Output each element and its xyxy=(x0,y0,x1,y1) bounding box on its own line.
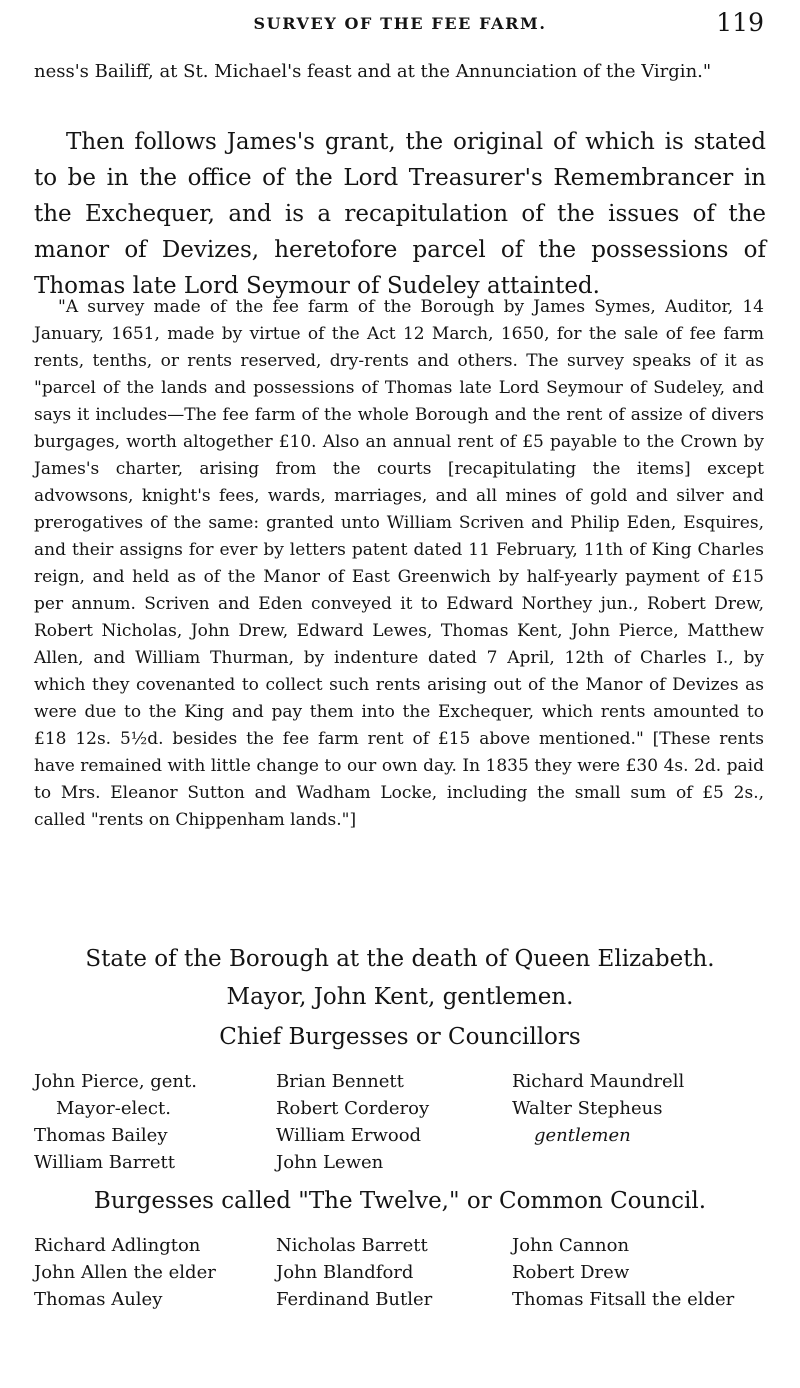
name-entry: John Allen the elder xyxy=(34,1262,216,1283)
name-entry: Brian Bennett xyxy=(276,1071,404,1092)
name-entry: Robert Drew xyxy=(512,1262,630,1283)
names-column xyxy=(512,1068,752,1149)
names-column xyxy=(34,1068,274,1176)
names-column xyxy=(34,1232,274,1313)
heading-chief-burgesses: Chief Burgesses or Councillors xyxy=(219,1024,581,1050)
running-head: SURVEY OF THE FEE FARM. xyxy=(253,14,547,33)
name-entry: John Pierce, gent. xyxy=(34,1071,197,1092)
heading-common-council: Burgesses called "The Twelve," or Common Council. xyxy=(93,1188,707,1214)
name-entry-note: gentlemen xyxy=(534,1125,631,1146)
main-paragraph: Then follows James's grant, the original of which is stated to be in the office of the Lord Treasurer's Remembrancer in the Exchequer, and is a recapitulation of the issues of the manor of Devizes, heretofore parcel of the possessions of Thomas late Lord Seymour of Sudeley attainted. xyxy=(34,129,766,299)
name-entry: Thomas Bailey xyxy=(34,1125,168,1146)
names-column xyxy=(276,1068,516,1176)
name-entry: Robert Corderoy xyxy=(276,1098,430,1119)
name-entry: Walter Stepheus xyxy=(512,1098,663,1119)
survey-quotation: "A survey made of the fee farm of the Borough by James Symes, Auditor, 14 January, 1651, made by virtue of the Act 12 March, 1650, for the sale of fee farm rents, tenths, or rents reserved, dry-rents and others. The survey speaks of it as "parcel of the lands and possessions of Thomas late Lord Seymour of Sudeley, and says it includes—The fee farm of the whole Borough and the rent of assize of divers burgages, worth altogether £10. Also an annual rent of £5 payable to the Crown by James's charter, arising from the courts [recapitulating the items] except advowsons, knight's fees, wards, marriages, and all mines of gold and silver and prerogatives of the same: granted unto William Scriven and Philip Eden, Esquires, and their assigns for ever by letters patent dated 11 February, 11th of King Charles reign, and held as of the Manor of East Greenwich by half-yearly payment of £15 per annum. Scriven and Eden conveyed it to Edward Northey jun., Robert Drew, Robert Nicholas, John Drew, Edward Lewes, Thomas Kent, John Pierce, Matthew Allen, and William Thurman, by indenture dated 7 April, 12th of Charles I., by which they covenanted to collect such rents arising out of the Manor of Devizes as were due to the King and pay them into the Exchequer, which rents amounted to £18 12s. 5½d. besides the fee farm rent of £15 above mentioned." [These rents have remained with little change to our own day. In 1835 they were £30 4s. 2d. paid to Mrs. Eleanor Sutton and Wadham Locke, including the small sum of £5 2s., called "rents on Chippenham lands."] xyxy=(34,297,764,830)
continuation-paragraph: ness's Bailiff, at St. Michael's feast and at the Annunciation of the Virgin." xyxy=(34,61,712,82)
name-entry: Nicholas Barrett xyxy=(276,1235,428,1256)
name-entry: Ferdinand Butler xyxy=(276,1289,433,1310)
name-entry: William Erwood xyxy=(276,1125,422,1146)
book-page xyxy=(34,0,766,1388)
name-entry: John Lewen xyxy=(276,1152,384,1173)
name-entry: John Blandford xyxy=(276,1262,414,1283)
page-header xyxy=(34,6,766,42)
heading-state-of-borough: State of the Borough at the death of Queen Elizabeth. xyxy=(85,946,715,972)
name-entry: William Barrett xyxy=(34,1152,176,1173)
names-column xyxy=(512,1232,752,1313)
name-entry: Thomas Auley xyxy=(34,1289,163,1310)
names-column xyxy=(276,1232,516,1313)
name-entry-note: Mayor-elect. xyxy=(56,1098,171,1119)
page-number: 119 xyxy=(716,8,764,37)
name-entry: Richard Adlington xyxy=(34,1235,201,1256)
name-entry: Richard Maundrell xyxy=(512,1071,685,1092)
name-entry: Thomas Fitsall the elder xyxy=(512,1289,735,1310)
heading-mayor: Mayor, John Kent, gentlemen. xyxy=(226,984,574,1010)
name-entry: John Cannon xyxy=(512,1235,630,1256)
